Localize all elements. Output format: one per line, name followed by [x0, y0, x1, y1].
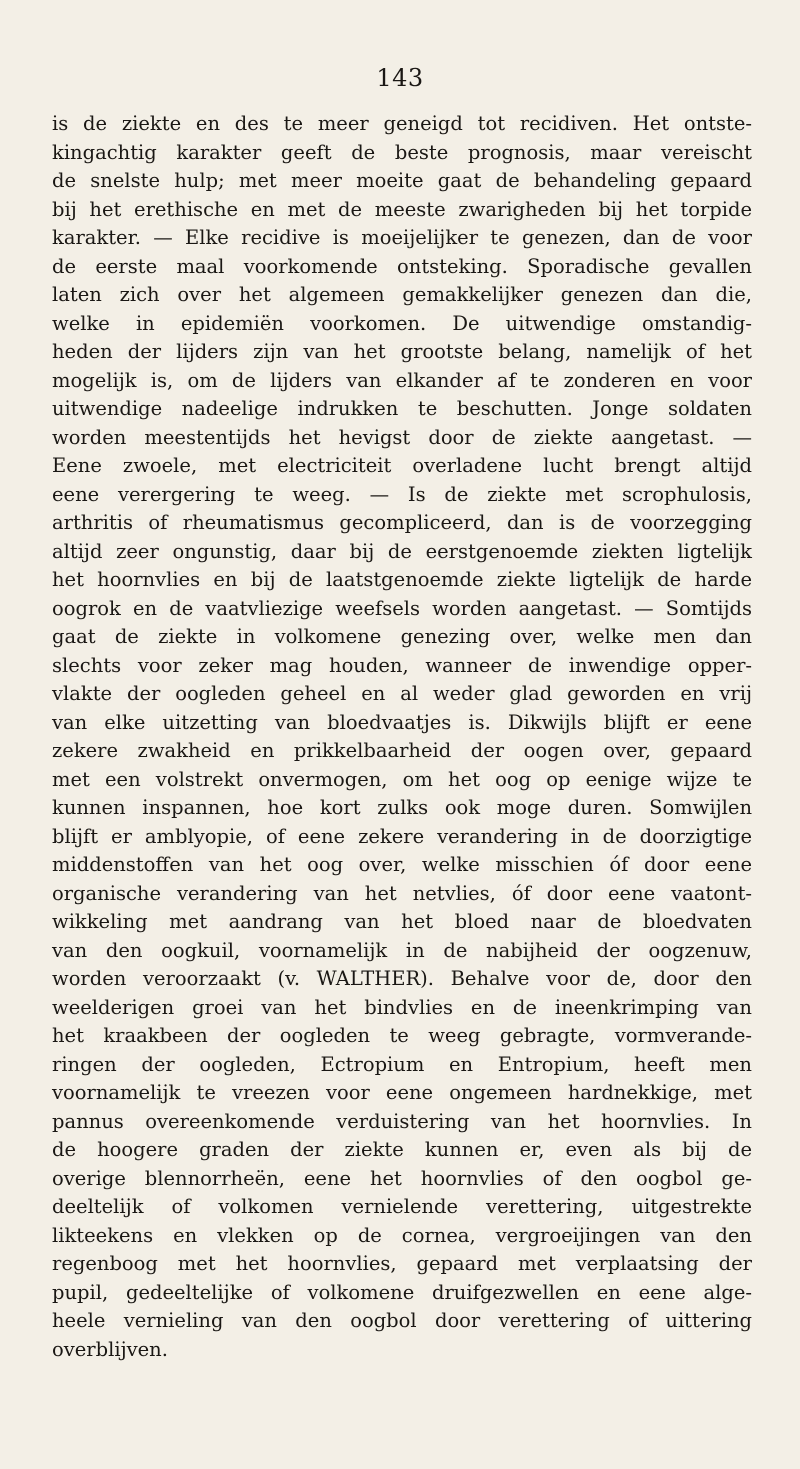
text-line: voornamelijk te vreezen voor eene ongemeen hardnekkige, met [52, 1081, 752, 1104]
text-line: vlakte der oogleden geheel en al weder glad geworden en vrij [52, 682, 752, 705]
text-line: heden der lijders zijn van het grootste belang, namelijk of het [52, 340, 752, 363]
text-line: van den oogkuil, voornamelijk in de nabijheid der oogzenuw, [52, 938, 752, 962]
text-line: pupil, gedeeltelijke of volkomene druifgezwellen en eene alge- [52, 1280, 752, 1304]
text-line: Eene zwoele, met electriciteit overladene lucht brengt altijd [52, 454, 752, 477]
text-line: overige blennorrheën, eene het hoornvlies of den oogbol ge- [52, 1166, 752, 1190]
text-line: worden veroorzaakt (v. WALTHER). Behalve voor de, door den [52, 967, 752, 990]
text-line: uitwendige nadeelige indrukken te beschutten. Jonge soldaten [52, 397, 752, 420]
text-line: altijd zeer ongunstig, daar bij de eerstgenoemde ziekten ligtelijk [52, 539, 752, 563]
text-line: welke in epidemiën voorkomen. De uitwendige omstandig- [52, 311, 752, 335]
text-line: pannus overeenkomende verduistering van het hoornvlies. In [52, 1109, 752, 1133]
text-line: middenstoffen van het oog over, welke misschien óf door eene [52, 853, 752, 876]
text-line: overblijven. [52, 1337, 168, 1361]
text-line: kingachtig karakter geeft de beste prognosis, maar vereischt [52, 140, 752, 164]
text-line: likteekens en vlekken op de cornea, vergroeijingen van den [52, 1223, 752, 1247]
text-line: ringen der oogleden, Ectropium en Entropium, heeft men [52, 1052, 752, 1076]
text-line: de snelste hulp; met meer moeite gaat de behandeling gepaard [52, 169, 752, 192]
page-number: 143 [376, 64, 424, 92]
text-line: blijft er amblyopie, of eene zekere verandering in de doorzigtige [52, 824, 752, 848]
text-line: met een volstrekt onvermogen, om het oog op eenige wijze te [52, 767, 752, 791]
text-line: karakter. — Elke recidive is moeijelijker te genezen, dan de voor [52, 226, 752, 249]
text-line: mogelijk is, om de lijders van elkander af te zonderen en voor [52, 368, 752, 392]
text-line: het hoornvlies en bij de laatstgenoemde ziekte ligtelijk de harde [52, 568, 752, 591]
text-line: deeltelijk of volkomen vernielende verettering, uitgestrekte [52, 1195, 752, 1218]
text-line: worden meestentijds het hevigst door de ziekte aangetast. — [52, 425, 752, 449]
text-line: zekere zwakheid en prikkelbaarheid der oogen over, gepaard [52, 739, 752, 762]
text-line: weelderigen groei van het bindvlies en de ineenkrimping van [52, 995, 752, 1019]
text-line: de eerste maal voorkomende ontsteking. Sporadische gevallen [52, 254, 752, 278]
text-line: van elke uitzetting van bloedvaatjes is. Dikwijls blijft er eene [52, 710, 752, 734]
text-line: de hoogere graden der ziekte kunnen er, even als bij de [52, 1138, 752, 1161]
text-line: eene verergering te weeg. — Is de ziekte met scrophulosis, [52, 482, 752, 506]
text-line: oogrok en de vaatvliezige weefsels worden aangetast. — Somtijds [52, 596, 752, 620]
text-line: laten zich over het algemeen gemakkelijker genezen dan die, [52, 283, 752, 306]
text-line: regenboog met het hoornvlies, gepaard met verplaatsing der [52, 1252, 752, 1275]
text-line: is de ziekte en des te meer geneigd tot recidiven. Het ontste- [52, 112, 752, 135]
text-line: organische verandering van het netvlies, óf door eene vaatont- [52, 881, 752, 905]
text-line: het kraakbeen der oogleden te weeg gebragte, vormverande- [52, 1024, 752, 1047]
text-line: bij het erethische en met de meeste zwarigheden bij het torpide [52, 197, 752, 221]
text-line: arthritis of rheumatismus gecompliceerd, dan is de voorzegging [52, 511, 752, 534]
body-text [52, 110, 752, 1364]
text-line: gaat de ziekte in volkomene genezing over, welke men dan [52, 625, 752, 648]
text-line: kunnen inspannen, hoe kort zulks ook moge duren. Somwijlen [52, 796, 752, 819]
text-line: slechts voor zeker mag houden, wanneer de inwendige opper- [52, 653, 752, 677]
text-line: wikkeling met aandrang van het bloed naar de bloedvaten [52, 910, 752, 933]
text-line: heele vernieling van den oogbol door verettering of uittering [52, 1309, 752, 1332]
